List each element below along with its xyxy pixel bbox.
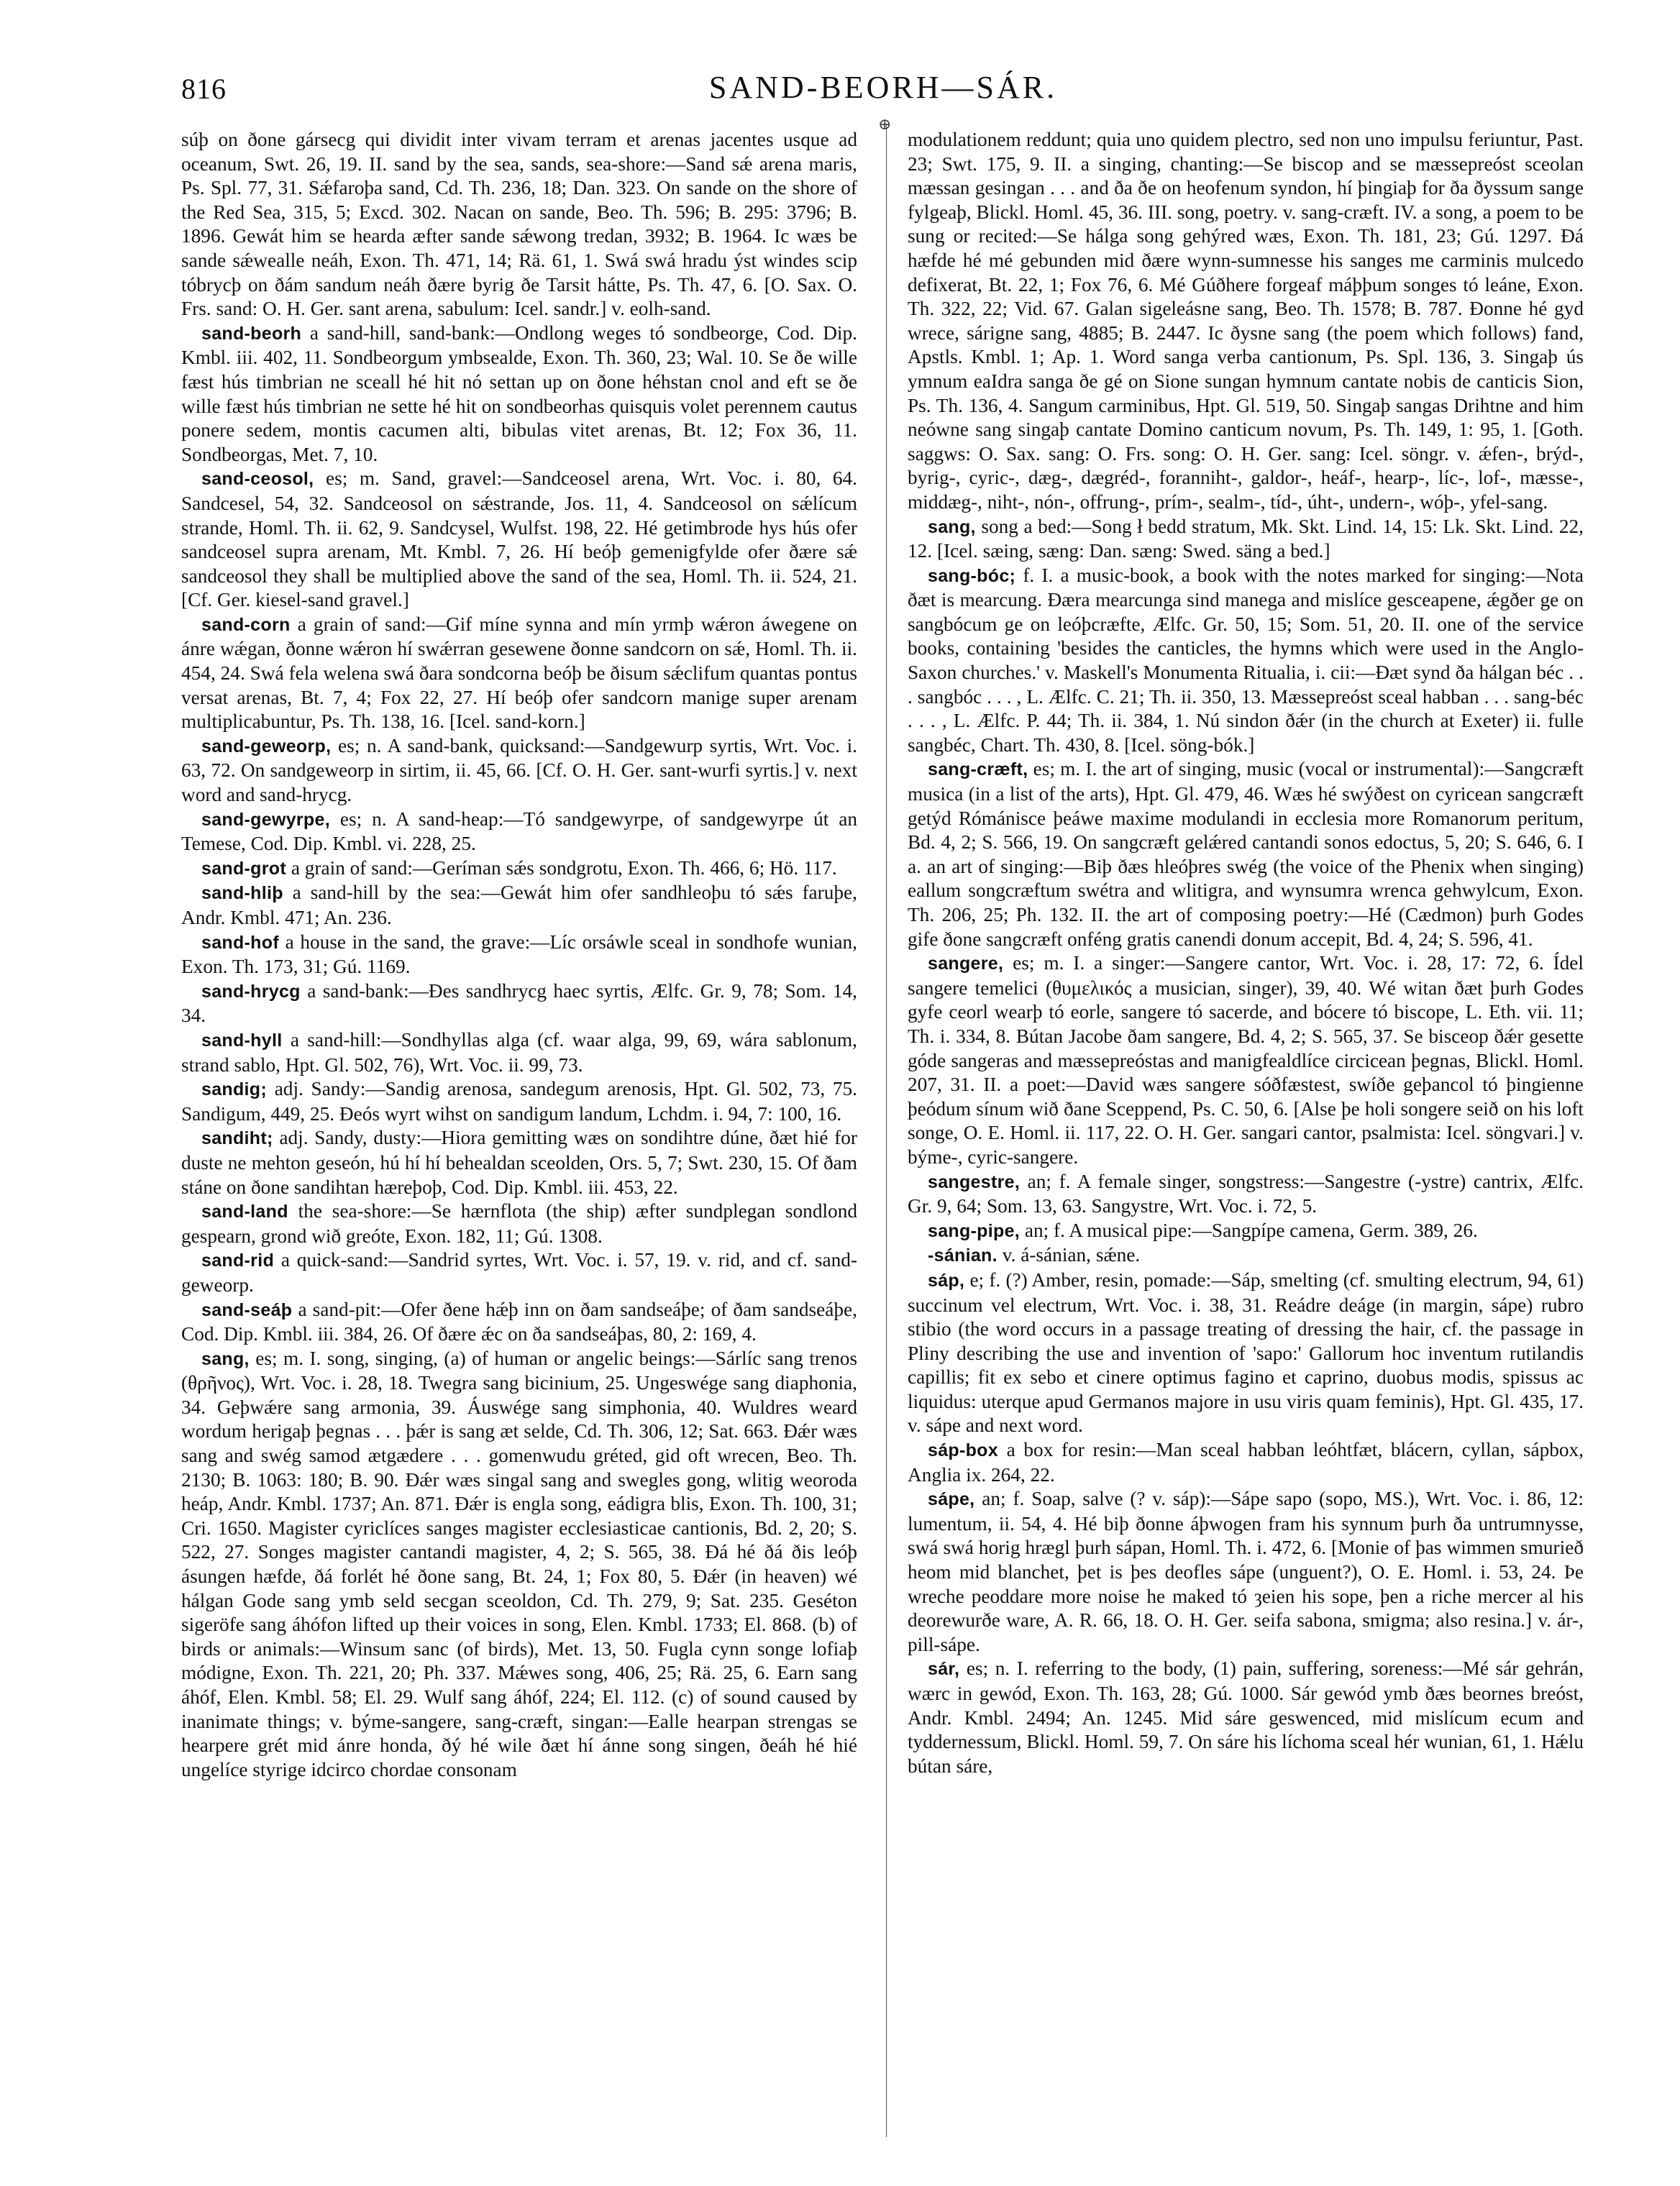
dictionary-entry — [181, 1298, 857, 1347]
dictionary-entry — [908, 757, 1584, 951]
dictionary-entry — [181, 1347, 857, 1783]
entry-headword: sand-seáþ — [201, 1299, 293, 1320]
entry-text: a house in the sand, the grave:—Líc orsáwle sceal in sondhofe wunian, Exon. Th. 173, 31; Gú. 1169. — [181, 930, 857, 978]
dictionary-entry — [181, 467, 857, 613]
dictionary-entry — [181, 1126, 857, 1199]
dictionary-entry — [908, 1219, 1584, 1244]
entry-text: v. á-sánian, sǽne. — [1002, 1244, 1141, 1266]
entry-headword: sang, — [201, 1348, 250, 1369]
entry-headword: sand-corn — [201, 614, 291, 635]
entry-headword: sang, — [928, 516, 976, 537]
entry-headword: -sánian. — [928, 1245, 998, 1266]
entry-headword: sang-bóc; — [928, 565, 1016, 586]
entry-text: es; m. I. the art of singing, music (vocal or instrumental):—Sangcræft musica (in a list of the arts), Hpt. Gl. 479, 46. Wæs hé swýðest on cyricean sangcræft getýd Rómánisce þeáwe maxime modulandi in ecclesia more Romanorum peritum, Bd. 4, 2; S. 566, 19. On sangcræft gelǽred cantandi sonos edoctus, 5, 20; S. 646, 6. I a. an art of singing:—Biþ ðæs hleóþres swég (the voice of the Phenix when singing) eallum songcræftum swétra and wlitigra, and wynsumra wrenca gehwylcum, Exon. Th. 206, 25; Ph. 132. II. the art of composing poetry:—Hé (Cædmon) þurh Godes gife ðone sangcræft onféng gratis canendi donum accepit, Bd. 4, 24; S. 596, 41. — [908, 758, 1584, 950]
column-divider — [886, 124, 887, 2137]
dictionary-entry — [181, 1077, 857, 1126]
entry-text: a box for resin:—Man sceal habban leóhtfæt, blácern, cyllan, sápbox, Anglia ix. 264, 22. — [908, 1439, 1584, 1486]
entry-continuation — [908, 128, 1584, 515]
entry-text: adj. Sandy, dusty:—Hiora gemitting wæs on sondihtre dúne, ðæt hié for duste ne mehton geseón, hú hí hí behealdan sceolden, Ors. 5, 7; Swt. 230, 15. Of ðam stáne on ðone sandihtan hæreþoþ, Cod. Dip. Kmbl. iii. 453, 22. — [181, 1127, 857, 1198]
entry-text: súþ on ðone gársecg qui dividit inter vivam terram et arenas jacentes usque ad oceanum, Swt. 26, 19. II. sand by the sea, sands, sea-shore:—Sand sǽ arena maris, Ps. Spl. 77, 31. Sǽfaroþa sand, Cd. Th. 236, 18; Dan. 323. On sande on the shore of the Red Sea, 315, 5; Excd. 302. Nacan on sande, Beo. Th. 596; B. 295: 3796; B. 1896. Gewát him se hearda æfter sande sǽwong tredan, 3932; B. 1964. Ic wæs be sande sǽwealle neáh, Exon. Th. 471, 14; Rä. 61, 1. Swá swá hradu ýst windes scip tóbrycþ on ðám sandum neáh ðære byrig ðe Tarsit hátte, Ps. Th. 47, 6. [O. Sax. O. Frs. sand: O. H. Ger. sant arena, sabulum: Icel. sandr.] v. eolh-sand. — [181, 129, 857, 320]
entry-headword: sand-ceosol, — [201, 469, 314, 490]
dictionary-entry — [908, 1170, 1584, 1219]
entry-headword: sáp, — [928, 1270, 965, 1291]
entry-text: a sand-pit:—Ofer ðene hǽþ inn on ðam sandseáþe; of ðam sandseáþe, Cod. Dip. Kmbl. iii. 384, 26. Of ðære ǽc on ða sandseáþas, 80, 2: 169, 4. — [181, 1298, 857, 1345]
entry-text: f. I. a music-book, a book with the notes marked for singing:—Nota ðæt is mearcung. Ðæra mearcunga sind manega and mislíce gesceapene, ǽgðer ge on sangbócum ge on leóþcræfte, Ælfc. Gr. 50, 15; Som. 51, 20. II. one of the service books, containing 'besides the canticles, the hymns which were used in the Anglo-Saxon churches.' v. Maskell's Monumenta Ritualia, i. cii:—Ðæt synd ða hálgan béc . . . sangbóc . . . , L. Ælfc. C. 21; Th. ii. 350, 13. Mæssepreóst sceal habban . . . sang-béc . . . , L. Ælfc. P. 44; Th. ii. 384, 1. Nú sindon ðǽr (in the church at Exeter) ii. fulle sangbéc, Chart. Th. 430, 8. [Icel. söng-bók.] — [908, 564, 1584, 756]
dictionary-entry — [908, 564, 1584, 758]
entry-headword: sang-cræft, — [928, 759, 1028, 780]
entry-headword: sand-hof — [201, 932, 279, 953]
column-divider-ornament-icon: ⊕ — [878, 115, 892, 133]
dictionary-entry — [181, 856, 857, 882]
entry-text: a grain of sand:—Geríman sǽs sondgrotu, Exon. Th. 466, 6; Hö. 117. — [291, 856, 837, 879]
entry-text: an; f. A female singer, songstress:—Sangestre (-ystre) cantrix, Ælfc. Gr. 9, 64; Som. 13, 63. Sangystre, Wrt. Voc. i. 72, 5. — [908, 1170, 1584, 1217]
dictionary-entry — [181, 734, 857, 808]
dictionary-entry — [181, 321, 857, 467]
entry-headword: sár, — [928, 1659, 960, 1680]
entry-headword: sand-grot — [201, 858, 286, 879]
entry-headword: sand-geweorp, — [201, 736, 332, 756]
dictionary-entry — [908, 515, 1584, 564]
entry-text: the sea-shore:—Se hærnflota (the ship) æfter sundplegan sondlond gespearn, grond wið greóte, Exon. 182, 11; Gú. 1308. — [181, 1200, 857, 1247]
entry-text: a sand-hill, sand-bank:—Ondlong weges tó sondbeorge, Cod. Dip. Kmbl. iii. 402, 11. Sondbeorgum ymbsealde, Exon. Th. 360, 23; Wal. 10. Se ðe wille fæst hús timbrian ne sceall hé hit nó settan up on ðone héhstan cnol and eft se ðe wille fæst hús timbrian ne sette hé hit on sondbeorhas quisquis volet perennem cautus ponere sedem, montis cacumen alti, bibulas vitet arenas, Bt. 12; Fox 36, 11. Sondbeorgas, Met. 7, 10. — [181, 321, 857, 465]
dictionary-entry — [908, 1657, 1584, 1778]
entry-headword: sandiht; — [201, 1128, 273, 1149]
dictionary-entry — [181, 1028, 857, 1077]
dictionary-entry — [908, 1243, 1584, 1268]
dictionary-entry — [908, 1487, 1584, 1657]
entry-text: es; n. I. referring to the body, (1) pain, suffering, soreness:—Mé sár gehrán, wærc in gewód, Exon. Th. 163, 28; Gú. 1000. Sár gewód ymb ðæs beornes breóst, Andr. Kmbl. 2494; An. 1245. Mid sáre geswenced, mid mislícum ecum and tyddernessum, Blickl. Homl. 59, 7. On sáre his líchoma sceal hér wunian, 61, 1. Hǽlu bútan sáre, — [908, 1657, 1584, 1777]
entry-text: an; f. Soap, salve (? v. sáp):—Sápe sapo (sopo, MS.), Wrt. Voc. i. 86, 12: lumentum, ii. 54, 4. Hé biþ ðonne áþwogen fram his synnum þurh ða untrumnysse, swá swá horig hrægl þurh sápan, Homl. Th. i. 472, 6. [Monie of þas wimmen smurieð heom mid blanchet, þet is þes deofles sápe (unguent?), O. E. Homl. i. 53, 24. Þe wreche peoddare more noise he maked tó ȝeien his sope, þen a riche mercer al his deorewurðe ware, A. R. 66, 18. O. H. Ger. seifa sabona, smigma; also resina.] v. ár-, pill-sápe. — [908, 1488, 1584, 1655]
dictionary-entry — [908, 1268, 1584, 1438]
page-header — [181, 69, 1585, 112]
entry-text: adj. Sandy:—Sandig arenosa, sandegum arenosis, Hpt. Gl. 502, 73, 75. Sandigum, 449, 25. Ðeós wyrt wihst on sandigum landum, Lchdm. i. 94, 7: 100, 16. — [181, 1078, 857, 1125]
running-head: SAND-BEORH—SÁR. — [708, 70, 1058, 105]
entry-text: an; f. A musical pipe:—Sangpípe camena, Germ. 389, 26. — [1024, 1219, 1478, 1241]
entry-headword: sangestre, — [928, 1171, 1021, 1192]
dictionary-entry — [181, 1248, 857, 1297]
entry-text: a grain of sand:—Gif míne synna and mín yrmþ wǽron áwegene on ánre wǽgan, ðonne wǽron hí swǽrran gesewene ðonne sandcorn on sǽ, Homl. Th. ii. 454, 24. Swá fela welena swá ðara sondcorna beóþ be ðisum sǽclifum quantas pontus versat arenas, Bt. 7, 4; Fox 22, 27. Hí beóþ ofer sandcorn manige super arenam multiplicabuntur, Ps. Th. 138, 16. [Icel. sand-korn.] — [181, 613, 857, 733]
dictionary-entry — [181, 979, 857, 1028]
entry-text: a sand-hill:—Sondhyllas alga (cf. waar alga, 99, 69, wára sablonum, strand sablo, Hpt. Gl. 502, 76), Wrt. Voc. ii. 99, 73. — [181, 1028, 857, 1076]
dictionary-entry — [181, 930, 857, 979]
entry-headword: sand-beorh — [201, 323, 302, 344]
entry-text: es; m. I. song, singing, (a) of human or angelic beings:—Sárlíc sang trenos (θρῆνος), Wrt. Voc. i. 28, 18. Twegra sang bicinium, 25. Ungeswége sang diaphonia, 34. Geþwǽre sang armonia, 39. Áuswége sang simphonia, 40. Wuldres weard wordum herigaþ þegnas . . . þǽr is sang æt selde, Cd. Th. 306, 12; Sat. 663. Ðǽr wæs sang and swég samod ætgædere . . . gomenwudu gréted, gid oft wrecen, Beo. Th. 2130; B. 1063: 180; B. 90. Ðǽr wæs singal sang and swegles gong, wlitig weoroda heáp, Andr. Kmbl. 1737; An. 871. Ðǽr is engla song, eádigra blis, Exon. Th. 100, 31; Cri. 1650. Magister cyriclíces sanges magister ecclesiasticae cantionis, Bd. 2, 20; S. 522, 27. Songes magister cantandi magister, 4, 2; S. 565, 38. Ðá hé ðá ðis leóþ ásungen hæfde, ðá forlét hé ðone sang, Bt. 24, 1; Fox 80, 5. Ðǽr (in heaven) wé hálgan Gode sang ymb seld secgan sceoldon, Cd. Th. 279, 9; Sat. 235. Geséton sigeröfe sang áhófon lifted up their voices in song, Elen. Kmbl. 1733; El. 868. (b) of birds or animals:—Winsum sanc (of birds), Met. 13, 50. Fugla cynn songe lofiaþ módigne, Exon. Th. 221, 20; Ph. 337. Mǽwes song, 406, 25; Rä. 25, 6. Earn sang áhóf, Elen. Kmbl. 58; El. 29. Wulf sang áhóf, 224; El. 112. (c) of sound caused by inanimate things; v. býme-sangere, sang-cræft, singan:—Ealle hearpan strengas se hearpere grét mid ánre honda, ðý hé wile ðæt hí ánne song singen, ðeáh hé hié ungelíce styrige idcirco chordae consonam — [181, 1347, 857, 1780]
dictionary-entry — [908, 1438, 1584, 1487]
right-column — [908, 128, 1584, 2163]
dictionary-entry — [181, 1199, 857, 1248]
dictionary-entry — [181, 881, 857, 930]
entry-headword: sand-hyll — [201, 1030, 283, 1051]
entry-headword: sand-rid — [201, 1250, 275, 1271]
dictionary-entry — [181, 613, 857, 734]
left-column — [181, 128, 857, 2163]
entry-text: modulationem reddunt; quia uno quidem plectro, sed non uno impulsu feriuntur, Past. 23; Swt. 175, 9. II. a singing, chanting:—Se biscop and se mæssepreóst sceolan mæssan gesingan . . . and ða ðe on heofenum syndon, hí þingiaþ for ða ðyssum sange fylgeaþ, Blickl. Homl. 45, 36. III. song, poetry. v. sang-cræft. IV. a song, a poem to be sung or recited:—Se hálga song gehýred wæs, Exon. Th. 181, 23; Gú. 1297. Ðá hæfde hé mé gebunden mid ðære wynn-sumnesse his sanges me carminis mulcedo defixerat, Bt. 22, 1; Fox 76, 6. Mé Gúðhere forgeaf máþþum songes tó leáne, Exon. Th. 322, 22; Vid. 67. Galan sigeleásne sang, Beo. Th. 1578; B. 787. Ðonne hé gyd wrece, sárigne sang, 4885; B. 2447. Ic ðysne sang (the poem which follows) fand, Apstls. Kmbl. 1; Ap. 1. Word sanga verba cantionum, Ps. Spl. 136, 3. Singaþ ús ymnum eaIdra sanga ðe gé on Sione sungan hymnum cantate nobis de canticis Sion, Ps. Th. 136, 4. Sangum carminibus, Hpt. Gl. 519, 50. Singaþ sangas Drihtne and him neówne sang singaþ cantate Domino canticum novum, Ps. Th. 149, 1: 95, 1. [Goth. saggws: O. Sax. sang: O. Frs. song: O. H. Ger. sang: Icel. söngr. v. ǽfen-, brýd-, byrig-, cyric-, dæg-, dægréd-, foranniht-, galdor-, heáf-, hearp-, líc-, lof-, mæsse-, middæg-, niht-, nón-, offrung-, prím-, sealm-, tíd-, úht-, undern-, wóþ-, yfel-sang. — [908, 129, 1584, 513]
entry-headword: sáp-box — [928, 1440, 998, 1461]
entry-text: e; f. (?) Amber, resin, pomade:—Sáp, smelting (cf. smulting electrum, 94, 61) succinum vel electrum, Wrt. Voc. i. 38, 31. Reádre deáge (in margin, sápe) rubro stibio (the word occurs in a passage treating of dressing the hair, cf. the passage in Pliny describing the use and invention of 'sapo:' Gallorum hoc inventum rutilandis capillis; fit ex sebo et cinere optimus fagino et caprino, duobus modis, spissus ac liquidus: uterque apud Germanos majore in usu viris quam feminis), Hpt. Gl. 435, 17. v. sápe and next word. — [908, 1268, 1584, 1437]
page-number: 816 — [181, 73, 227, 105]
entry-headword: sand-hliþ — [201, 883, 283, 904]
entry-text: song a bed:—Song ł bedd stratum, Mk. Skt. Lind. 14, 15: Lk. Skt. Lind. 22, 12. [Icel. sæing, sæng: Dan. sæng: Swed. säng a bed.] — [908, 515, 1584, 562]
entry-text: es; n. A sand-bank, quicksand:—Sandgewurp syrtis, Wrt. Voc. i. 63, 72. On sandgeweorp in sirtim, ii. 45, 66. [Cf. O. H. Ger. sant-wurfi syrtis.] v. next word and sand-hrycg. — [181, 734, 857, 806]
dictionary-entry — [908, 951, 1584, 1169]
entry-headword: sápe, — [928, 1489, 975, 1510]
entry-text: a sand-hill by the sea:—Gewát him ofer sandhleoþu tó sǽs faruþe, Andr. Kmbl. 471; An. 236. — [181, 882, 857, 928]
entry-headword: sandig; — [201, 1079, 267, 1100]
entry-headword: sand-hrycg — [201, 981, 301, 1002]
entry-text: es; m. Sand, gravel:—Sandceosel arena, Wrt. Voc. i. 80, 64. Sandcesel, 54, 32. Sandceosol on sǽstrande, Jos. 11, 4. Sandceosol on sǽlícum strande, Homl. Th. ii. 62, 9. Sandcysel, Wulfst. 198, 22. Hé getimbrode hys hús ofer sandceosel supra arenam, Mt. Kmbl. 7, 26. Hí beóþ gemenigfylde ofer ðære sǽ sandceosol they shall be multiplied above the sand of the sea, Homl. Th. ii. 524, 21. [Cf. Ger. kiesel-sand gravel.] — [181, 467, 857, 611]
entry-text: es; n. A sand-heap:—Tó sandgewyrpe, of sandgewyrpe út an Temese, Cod. Dip. Kmbl. vi. 228, 25. — [181, 808, 857, 855]
entry-headword: sangere, — [928, 953, 1004, 974]
entry-text: a sand-bank:—Ðes sandhrycg haec syrtis, Ælfc. Gr. 9, 78; Som. 14, 34. — [181, 979, 857, 1027]
entry-continuation — [181, 128, 857, 321]
entry-text: a quick-sand:—Sandrid syrtes, Wrt. Voc. i. 57, 19. v. rid, and cf. sand-geweorp. — [181, 1249, 857, 1296]
entry-headword: sang-pipe, — [928, 1220, 1021, 1241]
entry-headword: sand-land — [201, 1202, 288, 1222]
entry-headword: sand-gewyrpe, — [201, 809, 330, 830]
dictionary-entry — [181, 808, 857, 856]
entry-text: es; m. I. a singer:—Sangere cantor, Wrt. Voc. i. 28, 17: 72, 6. Ídel sangere temelici (θυμελικός a musician, singer), 39, 40. Wé witan ðæt þurh Godes gyfe ceorl wearþ tó eorle, sangere tó sacerde, and bócere tó biscope, L. Eth. vii. 11; Th. i. 334, 8. Bútan Jacobe ðam sangere, Bd. 4, 2; S. 565, 37. Se bisceop ðǽr gesette góde sangeras and mæssepreóstas and manigfealdlíce circicean þegnas, Blickl. Homl. 207, 31. II. a poet:—David wæs sangere sóðfæstest, swíðe geþancol tó þingienne þeódum sínum wið ðane Sceppend, Ps. C. 50, 6. [Alse þe holi songere seið on his loft songe, O. E. Homl. ii. 117, 22. O. H. Ger. sangari cantor, psalmista: Icel. söngvari.] v. býme-, cyric-sangere. — [908, 952, 1584, 1168]
